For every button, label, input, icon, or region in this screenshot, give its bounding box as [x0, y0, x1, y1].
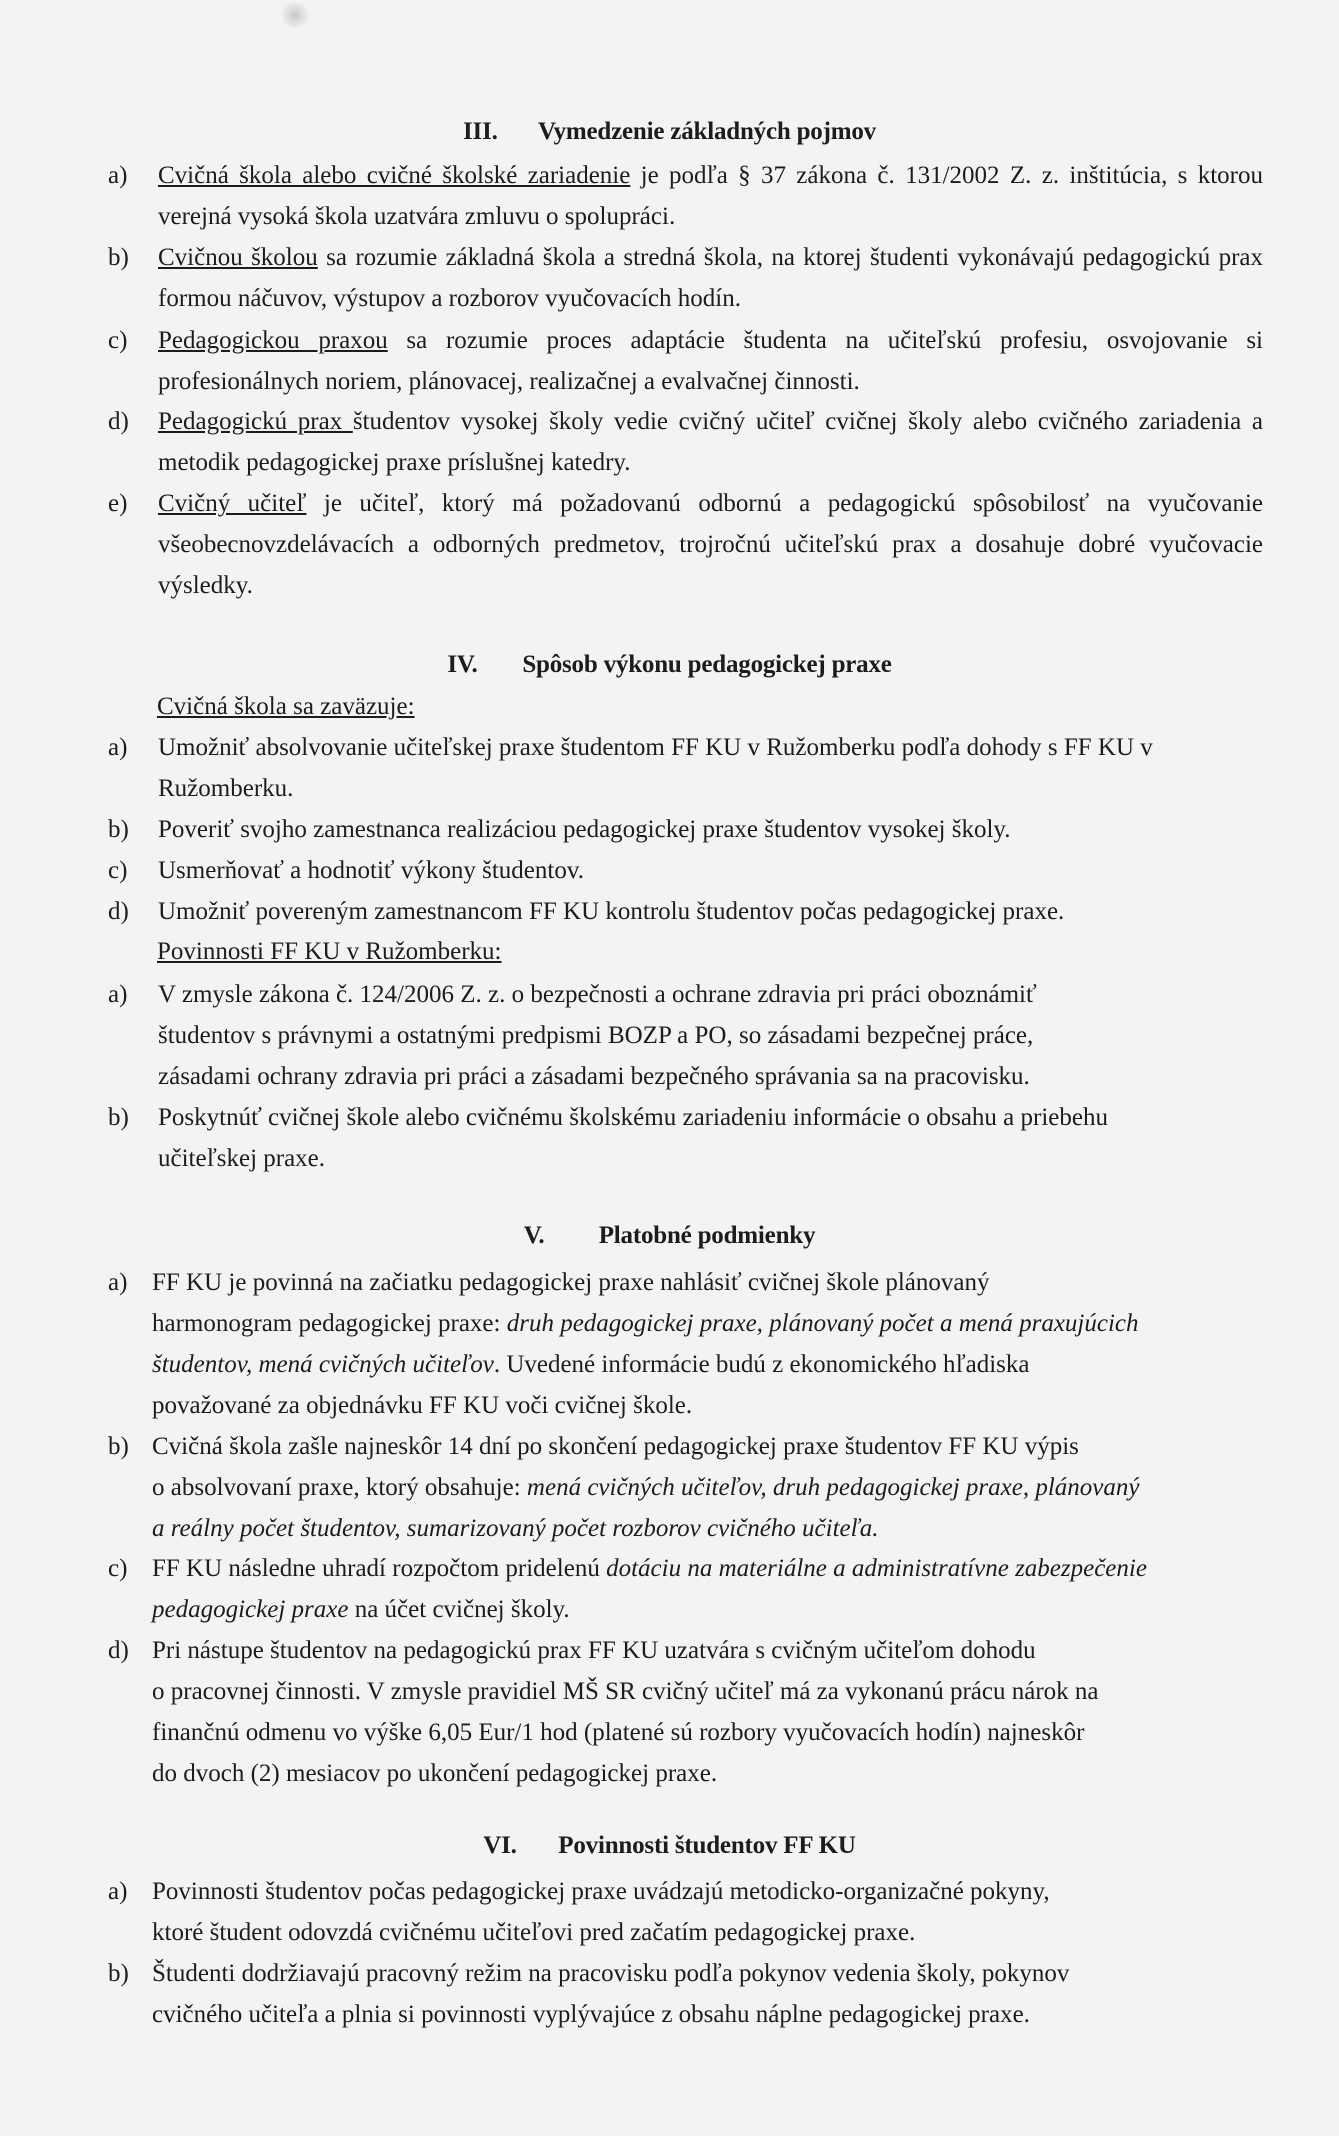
item-text-line: finančnú odmenu vo výške 6,05 Eur/1 hod (platené sú rozbory vyučovacích hodín) najneskôr [152, 1719, 1085, 1746]
item-text [158, 401, 1263, 483]
plain-text: harmonogram pedagogickej praxe: [152, 1310, 507, 1337]
item-label: b) [108, 244, 129, 271]
item-text: Usmerňovať a hodnotiť výkony študentov. [158, 857, 584, 884]
item-label: a) [108, 981, 128, 1008]
list-item [0, 320, 1339, 402]
section-number: VI. [483, 1832, 517, 1859]
item-text-line: a reálny počet študentov, sumarizovaný počet rozborov cvičného učiteľa. [152, 1515, 879, 1542]
list-item [0, 727, 1339, 809]
item-label: c) [108, 1555, 128, 1582]
defined-term: Cvičná škola alebo cvičné školské zariadenie [158, 162, 631, 189]
item-label: a) [108, 734, 128, 761]
scan-smudge [280, 2, 310, 28]
italic-text: študentov, mená cvičných učiteľov [152, 1351, 494, 1378]
section-title-text: Vymedzenie základných pojmov [538, 118, 876, 145]
item-text-line [152, 1303, 1139, 1344]
item-label: a) [108, 1269, 128, 1296]
defined-term: Cvičnou školou [158, 244, 318, 271]
italic-text: pedagogickej praxe [152, 1596, 349, 1623]
item-text-line [152, 1467, 1139, 1508]
definition-text: študentov vysokej školy vedie cvičný učiteľ cvičnej školy alebo cvičného zariadenia a metodik pedagogickej praxe príslušnej katedry. [158, 408, 1263, 476]
item-text-line [152, 1548, 1147, 1589]
item-text [158, 237, 1263, 319]
item-label: c) [108, 857, 128, 884]
item-text-line: do dvoch (2) mesiacov po ukončení pedagogickej praxe. [152, 1760, 718, 1787]
item-text [158, 320, 1263, 402]
item-text-line: učiteľskej praxe. [158, 1145, 326, 1172]
item-text-line: ktoré študent odovzdá cvičnému učiteľovi pred začatím pedagogickej praxe. [152, 1919, 916, 1946]
item-label: b) [108, 1104, 129, 1131]
section-v-title [0, 1222, 1339, 1250]
item-text [158, 483, 1263, 606]
section-number: III. [463, 118, 498, 145]
definition-text: je učiteľ, ktorý má požadovanú odbornú a pedagogickú spôsobilosť na vyučovanie všeobecnovzdelávacích a odborných predmetov, trojročnú učiteľskú prax a dosahuje dobré vyučovacie výsledky. [158, 490, 1263, 599]
item-text-line [152, 1589, 570, 1630]
item-label: a) [108, 162, 128, 189]
plain-text: o absolvovaní praxe, ktorý obsahuje: [152, 1474, 527, 1501]
item-text-line: považované za objednávku FF KU voči cvičnej škole. [152, 1392, 693, 1419]
italic-text: mená cvičných učiteľov, druh pedagogickej praxe, plánovaný [526, 1474, 1140, 1501]
item-label: d) [108, 408, 129, 435]
defined-term: Cvičný učiteľ [158, 490, 307, 517]
subheading-school-obligations: Cvičná škola sa zaväzuje: [157, 693, 415, 720]
section-vi-title [0, 1832, 1339, 1860]
item-text-line: o pracovnej činnosti. V zmysle pravidiel MŠ SR cvičný učiteľ má za vykonanú prácu nárok na [152, 1678, 1099, 1705]
item-label: b) [108, 1960, 129, 1987]
item-label: b) [108, 816, 129, 843]
section-number: V. [523, 1222, 545, 1249]
section-title-text: Platobné podmienky [598, 1222, 816, 1249]
italic-text: dotáciu na materiálne a administratívne zabezpečenie [606, 1555, 1147, 1582]
item-label: d) [108, 898, 129, 925]
item-label: c) [108, 327, 128, 354]
plain-text: FF KU následne uhradí rozpočtom pridelenú [152, 1555, 607, 1582]
definition-text: je podľa § 37 zákona č. 131/2002 Z. z. inštitúcia, s ktorou verejná vysoká škola uzatvára zmluvu o spolupráci. [158, 162, 1263, 230]
list-item [0, 237, 1339, 319]
section-number: IV. [447, 651, 478, 678]
item-text-line [152, 1344, 1029, 1385]
item-text-line: Študenti dodržiavajú pracovný režim na pracovisku podľa pokynov vedenia školy, pokynov [152, 1960, 1070, 1987]
plain-text: na účet cvičnej školy. [348, 1596, 570, 1623]
plain-text: . Uvedené informácie budú z ekonomického hľadiska [493, 1351, 1030, 1378]
item-text-line: Cvičná škola zašle najneskôr 14 dní po skončení pedagogickej praxe študentov FF KU výpis [152, 1433, 1079, 1460]
subheading-faculty-obligations: Povinnosti FF KU v Ružomberku: [157, 938, 502, 965]
list-item [0, 401, 1339, 483]
item-text-line: študentov s právnymi a ostatnými predpismi BOZP a PO, so zásadami bezpečnej práce, [158, 1022, 1034, 1049]
item-text-line: Poskytnúť cvičnej škole alebo cvičnému školskému zariadeniu informácie o obsahu a priebehu [158, 1104, 1108, 1131]
item-text-line: Povinnosti študentov počas pedagogickej praxe uvádzajú metodicko-organizačné pokyny, [152, 1878, 1050, 1905]
defined-term: Pedagogickou praxou [158, 327, 388, 354]
item-text-line: zásadami ochrany zdravia pri práci a zásadami bezpečného správania sa na pracovisku. [158, 1063, 1030, 1090]
item-text [158, 155, 1263, 237]
item-label: a) [108, 1878, 128, 1905]
list-item [0, 483, 1339, 606]
section-title-text: Spôsob výkonu pedagogickej praxe [522, 651, 892, 678]
list-item [0, 155, 1339, 237]
item-label: e) [108, 490, 128, 517]
definition-text: sa rozumie základná škola a stredná škola, na ktorej študenti vykonávajú pedagogickú prax formou náčuvov, výstupov a rozborov vyučovacích hodín. [158, 244, 1263, 312]
item-text-line: V zmysle zákona č. 124/2006 Z. z. o bezpečnosti a ochrane zdravia pri práci oboznámiť [158, 981, 1037, 1008]
item-text: Umožniť absolvovanie učiteľskej praxe študentom FF KU v Ružomberku podľa dohody s FF KU v Ružomberku. [158, 734, 1153, 802]
item-text-line: cvičného učiteľa a plnia si povinnosti vyplývajúce z obsahu náplne pedagogickej praxe. [152, 2001, 1030, 2028]
item-label: d) [108, 1637, 129, 1664]
item-label: b) [108, 1433, 129, 1460]
item-text-line: Pri nástupe študentov na pedagogickú prax FF KU uzatvára s cvičným učiteľom dohodu [152, 1637, 1036, 1664]
item-text: Umožniť povereným zamestnancom FF KU kontrolu študentov počas pedagogickej praxe. [158, 898, 1065, 925]
section-iii-title [0, 118, 1339, 146]
italic-text: druh pedagogickej praxe, plánovaný počet a mená praxujúcich [506, 1310, 1139, 1337]
section-title-text: Povinnosti študentov FF KU [558, 1832, 856, 1859]
item-text: Poveriť svojho zamestnanca realizáciou pedagogickej praxe študentov vysokej školy. [158, 816, 1011, 843]
defined-term: Pedagogickú prax [158, 408, 353, 435]
definition-text: sa rozumie proces adaptácie študenta na učiteľskú profesiu, osvojovanie si profesionálnych noriem, plánovacej, realizačnej a evalvačnej činnosti. [158, 327, 1263, 395]
item-text-line: FF KU je povinná na začiatku pedagogickej praxe nahlásiť cvičnej škole plánovaný [152, 1269, 990, 1296]
section-iv-title [0, 651, 1339, 679]
